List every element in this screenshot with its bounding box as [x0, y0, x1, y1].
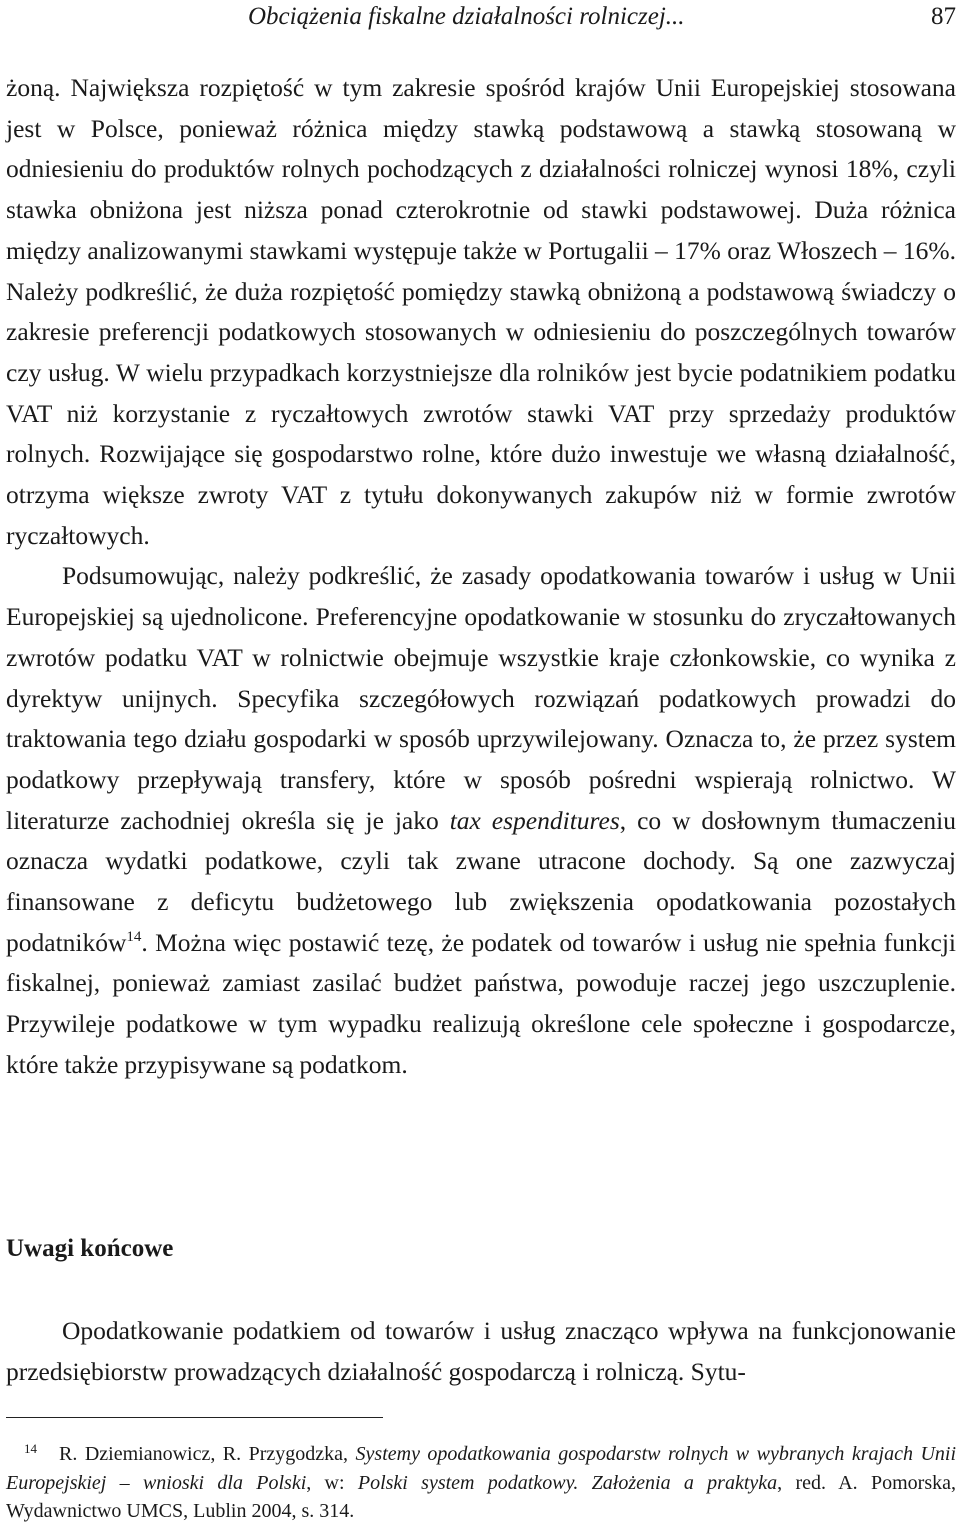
paragraph-3-text: Opodatkowanie podatkiem od towarów i usług znacząco wpływa na funkcjonowanie przedsiębiorstw prowadzących działalność gospodarczą i rolniczą. Sytu- — [6, 1316, 956, 1386]
footnote-number: 14 — [24, 1441, 37, 1456]
footnote-reference[interactable]: 14 — [126, 928, 142, 945]
paragraph-2-text-c: . Można więc postawić tezę, że podatek od towarów i usług nie spełnia funkcji fiskalnej, ponieważ zamiast zasilać budżet państwa, powoduje raczej jego uszczuplenie. Przywileje podatkowe w tym wypadku realizują określone cele społeczne i gospodarcze, które także przypisywane są podatkom. — [6, 927, 956, 1079]
footnote-book: Polski system podatkowy. Założenia a praktyka — [357, 1471, 778, 1494]
footnote-connector: , w: — [306, 1471, 358, 1494]
paragraph-3 — [6, 1310, 956, 1392]
paragraph-1 — [6, 68, 956, 556]
footnote-title: Systemy opodatkowania gospodarstw rolnych w wybranych krajach Unii Europejskiej – wnioski dla Polski — [6, 1443, 956, 1494]
footnote-publication: , red. A. Pomorska, Wydawnictwo UMCS, Lublin 2004, s. 314. — [6, 1471, 956, 1522]
running-title: Obciążenia fiskalne działalności rolniczej... — [248, 3, 685, 30]
paragraph-1-text: żoną. Największa rozpiętość w tym zakresie spośród krajów Unii Europejskiej stosowana jest w Polsce, ponieważ różnica między stawką podstawową a stawką stosowaną w odniesieniu do produktów rolnych pochodzących z działalności rolniczej wynosi 18%, czyli stawka obniżona jest niższa ponad czterokrotnie od stawki podstawowej. Duża różnica między analizowanymi stawkami występuje także w Portugalii – 17% oraz Włoszech – 16%. Należy podkreślić, że duża rozpiętość pomiędzy stawką obniżoną a podstawową świadczy o zakresie preferencji podatkowych stosowanych w odniesieniu do poszczególnych towarów czy usług. W wielu przypadkach korzystniejsze dla rolników jest bycie podatnikiem podatku VAT niż korzystanie z ryczałtowych zwrotów stawki VAT przy sprzedaży produktów rolnych. Rozwijające się gospodarstwo rolne, które dużo inwestuje we własną działalność, otrzyma większe zwroty VAT z tytułu dokonywanych zakupów niż w formie zwrotów ryczałtowych. — [6, 73, 956, 550]
page-number: 87 — [931, 3, 956, 30]
section-heading: Uwagi końcowe — [6, 1235, 174, 1262]
foreign-term: tax espenditures — [449, 805, 620, 835]
footnote-divider — [6, 1417, 383, 1418]
paragraph-2-text-a: Podsumowując, należy podkreślić, że zasady opodatkowania towarów i usług w Unii Europejskiej są ujednolicone. Preferencyjne opodatkowanie w stosunku do zryczałtowanych zwrotów podatku VAT w rolnictwie obejmuje wszystkie kraje członkowskie, co wynika z dyrektyw unijnych. Specyfika szczegółowych rozwiązań podatkowych prowadzi do traktowania tego działu gospodarki w sposób uprzywilejowany. Oznacza to, że przez system podatkowy przepływają transfery, które w sposób pośredni wspierają rolnictwo. W literaturze zachodniej określa się je jako — [6, 561, 956, 835]
paragraph-2-text-b: , co w dosłownym tłumaczeniu oznacza wydatki podatkowe, czyli tak zwane utracone dochody. Są one zazwyczaj finansowane z deficytu budżetowego lub zwiększenia opodatkowania pozostałych podatników — [6, 805, 956, 957]
body-text — [6, 68, 956, 1086]
footnote — [6, 1440, 956, 1526]
paragraph-2 — [6, 556, 956, 1085]
footnote-authors: R. Dziemianowicz, R. Przygodzka, — [59, 1443, 356, 1465]
